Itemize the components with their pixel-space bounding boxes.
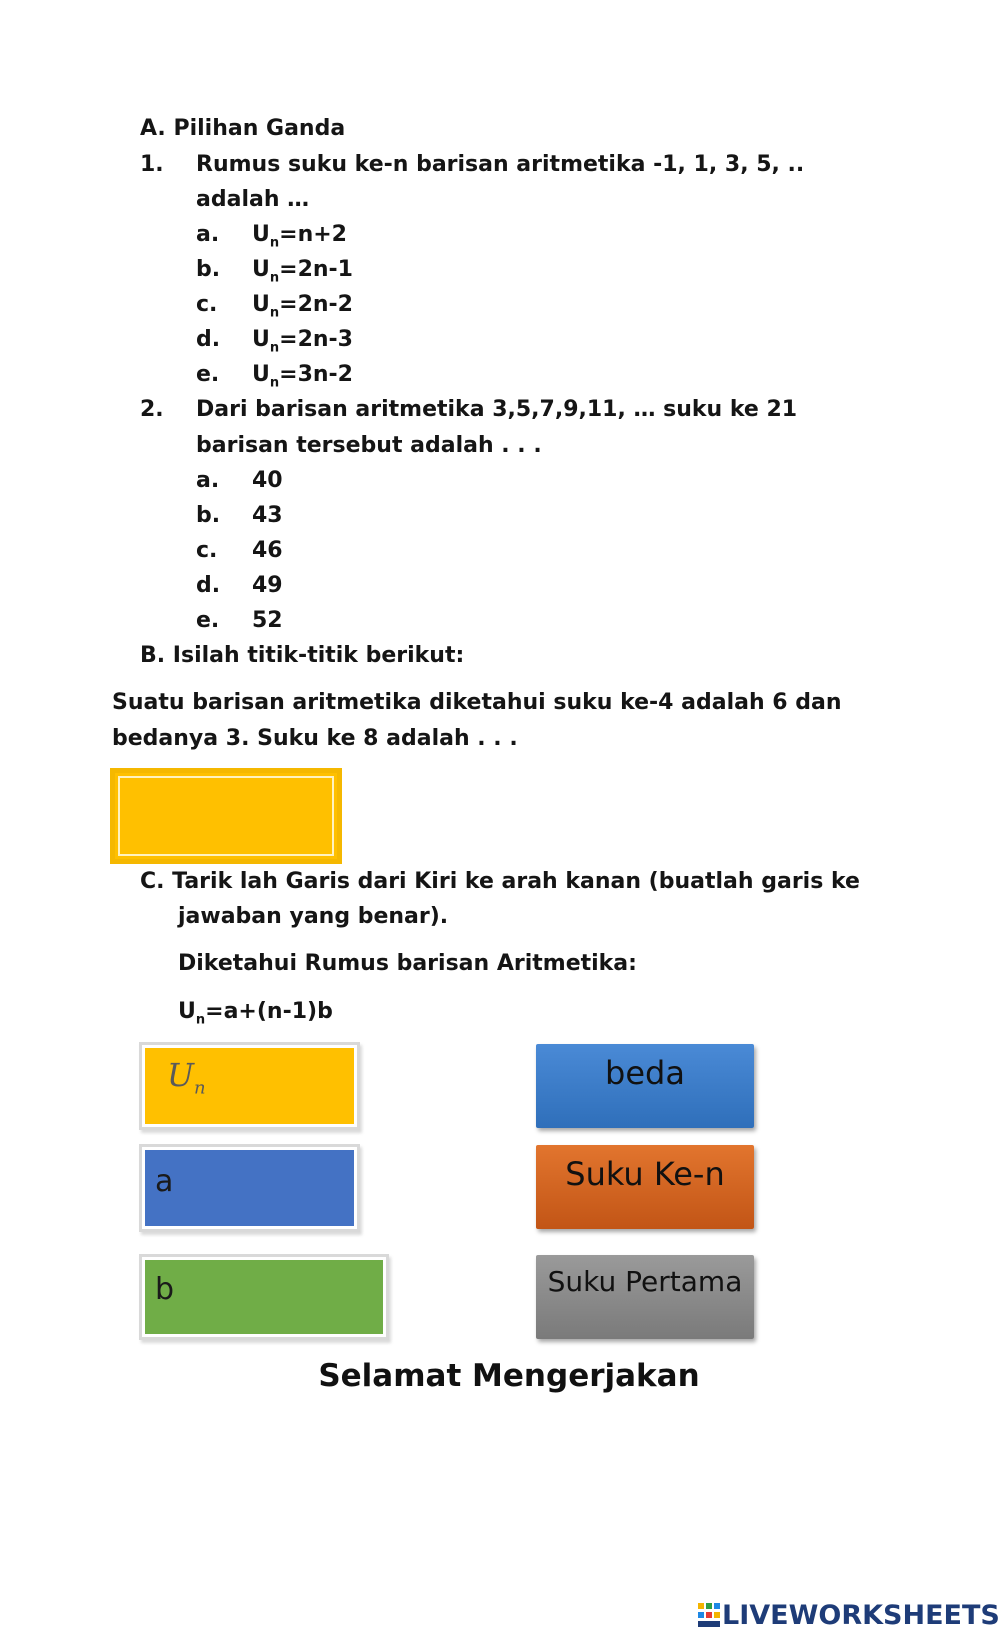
option-formula: $U_n=2n-3$ [252, 327, 353, 356]
match-left-un-fill [145, 1048, 354, 1124]
q1-text-line1: Rumus suku ke-n barisan aritmetika -1, 1, 3, 5, .. [196, 152, 805, 177]
match-right-suku-pertama-label: Suku Pertama [547, 1265, 743, 1298]
section-a-heading: A. Pilihan Ganda [140, 116, 346, 141]
section-b-question-line2: bedanya 3. Suku ke 8 adalah . . . [112, 726, 518, 751]
option-formula: $U_n=3n-2$ [252, 362, 353, 391]
option-formula: $U_n=2n-2$ [252, 292, 353, 321]
match-right-suku-ke-n[interactable] [536, 1145, 754, 1229]
section-b-question-line1: Suatu barisan aritmetika diketahui suku ke-4 adalah 6 dan [112, 690, 842, 715]
known-formula-label: Diketahui Rumus barisan Aritmetika: [178, 951, 637, 976]
option-letter: b. [196, 503, 221, 528]
section-c-heading-line1: C. Tarik lah Garis dari Kiri ke arah kanan (buatlah garis ke [140, 869, 860, 894]
option-letter: b. [196, 257, 221, 282]
match-left-b-fill [145, 1260, 383, 1334]
liveworksheets-wordmark: LIVEWORKSHEETS [722, 1600, 1000, 1631]
option-letter: a. [196, 468, 220, 493]
option-formula: $U_n=n+2$ [252, 222, 347, 251]
match-left-b[interactable] [139, 1254, 389, 1340]
answer-input-box[interactable] [110, 768, 342, 864]
q2-text-line2: barisan tersebut adalah . . . [196, 433, 542, 458]
match-left-un[interactable] [139, 1042, 360, 1130]
option-value: 46 [252, 538, 283, 563]
option-letter: c. [196, 292, 218, 317]
option-value: 40 [252, 468, 283, 493]
match-right-suku-ke-n-label: Suku Ke-n [565, 1155, 725, 1193]
section-c-heading-line2: jawaban yang benar). [178, 904, 449, 929]
q2-number: 2. [140, 397, 164, 422]
option-letter: e. [196, 362, 220, 387]
match-left-a-fill [145, 1150, 354, 1226]
match-left-a-label: a [155, 1164, 174, 1199]
match-left-a[interactable] [139, 1144, 360, 1232]
option-letter: c. [196, 538, 218, 563]
option-letter: d. [196, 327, 221, 352]
match-right-beda[interactable] [536, 1044, 754, 1128]
option-letter: d. [196, 573, 221, 598]
closing-text: Selamat Mengerjakan [318, 1358, 700, 1394]
liveworksheets-mark-icon [698, 1603, 720, 1627]
option-value: 52 [252, 608, 283, 633]
liveworksheets-logo [698, 1600, 1000, 1631]
q1-number: 1. [140, 152, 164, 177]
match-left-b-label: b [155, 1272, 175, 1307]
answer-input-field[interactable] [118, 776, 334, 856]
option-letter: e. [196, 608, 220, 633]
option-formula: $U_n=2n-1$ [252, 257, 353, 286]
q1-text-line2: adalah … [196, 187, 310, 212]
option-value: 49 [252, 573, 283, 598]
match-right-suku-pertama[interactable] [536, 1255, 754, 1339]
known-formula: $U_n=a+(n-1)b$ [178, 999, 333, 1028]
un-symbol: $U_n$ [167, 1056, 206, 1099]
q2-text-line1: Dari barisan aritmetika 3,5,7,9,11, … suku ke 21 [196, 397, 798, 422]
option-letter: a. [196, 222, 220, 247]
section-b-heading: B. Isilah titik-titik berikut: [140, 643, 465, 668]
match-right-beda-label: beda [605, 1054, 685, 1092]
option-value: 43 [252, 503, 283, 528]
